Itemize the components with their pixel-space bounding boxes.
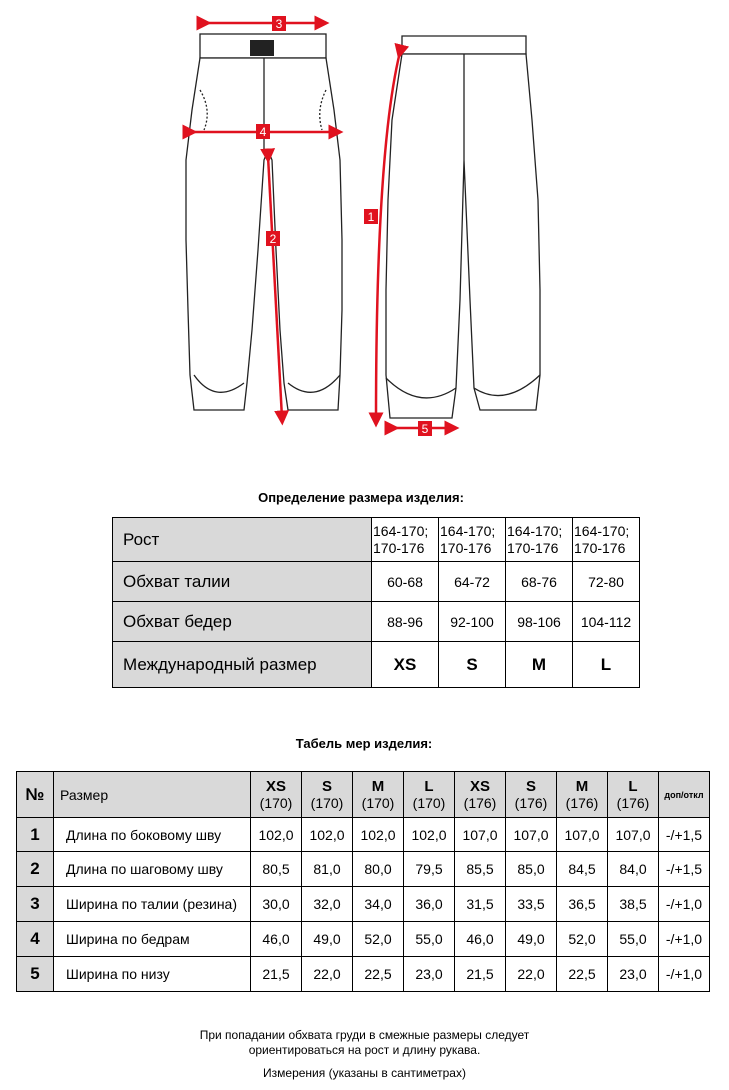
measures-table (16, 771, 710, 992)
note-line-2: ориентироваться на рост и длину рукава. (248, 1043, 481, 1057)
svg-text:3: 3 (275, 17, 283, 31)
table-header-row: № Размер XS (170) S (170) M (170) L (170) XS (176) S (176) M (176) L (176) доп/откл (17, 772, 710, 818)
svg-text:4: 4 (259, 125, 267, 139)
marker-1 (364, 209, 378, 224)
table-row: Обхват талии 60-68 64-72 68-76 72-80 (113, 562, 640, 602)
table-row: 5 Ширина по низу 21,5 22,0 22,5 23,0 21,5 22,0 22,5 23,0 -/+1,0 (17, 957, 710, 992)
marker-4 (256, 124, 270, 139)
table-row: 4 Ширина по бедрам 46,0 49,0 52,0 55,0 46,0 49,0 52,0 55,0 -/+1,0 (17, 922, 710, 957)
brand-label-icon (250, 40, 274, 56)
table-row: Международный размер XS S M L (113, 642, 640, 688)
table-row: Рост 164-170; 170-176 164-170; 170-176 164-170; 170-176 164-170; 170-176 (113, 518, 640, 562)
marker-5 (418, 421, 432, 436)
pants-diagram (0, 0, 729, 450)
size-definition-title: Определение размера изделия: (258, 490, 464, 505)
measures-title: Табель мер изделия: (295, 736, 433, 751)
table-row: Обхват бедер 88-96 92-100 98-106 104-112 (113, 602, 640, 642)
svg-text:2: 2 (269, 232, 277, 246)
note-line-3: Измерения (указаны в сантиметрах) (263, 1066, 466, 1080)
table-row: 2 Длина по шаговому шву 80,5 81,0 80,0 79,5 85,5 85,0 84,5 84,0 -/+1,5 (17, 852, 710, 887)
size-definition-table (112, 517, 640, 688)
table-row: 1 Длина по боковому шву 102,0 102,0 102,0 102,0 107,0 107,0 107,0 107,0 -/+1,5 (17, 818, 710, 852)
svg-text:5: 5 (421, 422, 429, 436)
table-row: 3 Ширина по талии (резина) 30,0 32,0 34,0 36,0 31,5 33,5 36,5 38,5 -/+1,0 (17, 887, 710, 922)
marker-2 (266, 231, 280, 246)
back-pants-outline (386, 36, 540, 418)
note-line-1: При попадании обхвата груди в смежные размеры следует (199, 1028, 530, 1042)
marker-3 (272, 16, 286, 31)
front-pants-outline (186, 34, 342, 410)
svg-text:1: 1 (367, 210, 375, 224)
